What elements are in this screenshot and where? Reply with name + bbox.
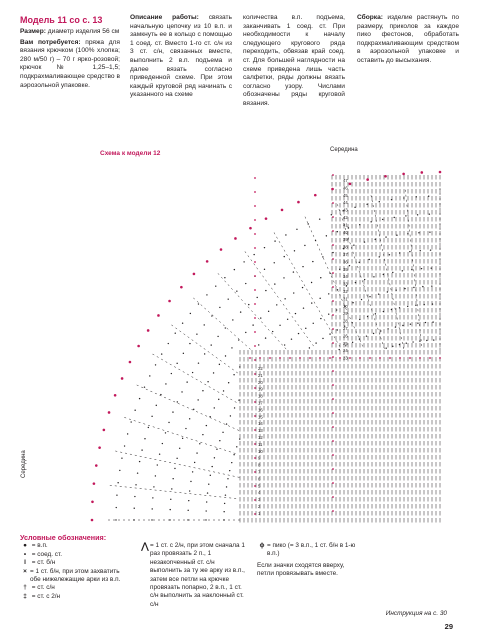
description-text-2: количества в.п. подъема, заканчивать 1 соед. ст. При необходимости к началу следующего кругового ряда переходить, обвязав край соед. ст. Для большей наглядности на схеме приведена лишь часть салфетки, ряды должны вязать согласно узору. Числами обозначены ряды круговой вязания.	[243, 14, 345, 107]
legend-item: • = соед. ст.	[20, 551, 130, 559]
middle-top-label: Середина	[330, 147, 358, 153]
row-number: 37	[343, 252, 348, 257]
row-number: 17	[258, 400, 263, 406]
row-number: 44	[343, 200, 348, 206]
slip-stitch-icon: •	[23, 550, 27, 558]
materials-text: пряжа для вязания крючком (100% хлопка; 280 м/50 г) – 70 г ярко-розовой; крючок № 1,25–1,5; подкрахмаливающее средство в аэрозольной упаковке.	[20, 38, 120, 89]
row-number: 26	[343, 333, 348, 339]
materials-label: Вам потребуется:	[20, 38, 81, 46]
row-number: 21	[258, 372, 263, 378]
row-number: 18	[258, 393, 263, 399]
cluster-stitch-icon: ⋀	[141, 541, 149, 551]
single-crochet-icon: I	[24, 559, 26, 567]
row-number: 16	[258, 407, 263, 413]
page-number: 29	[444, 622, 453, 631]
legend-column-3: ϕ = пико (= 3 в.п., 1 ст. б/н в 1-ю в.п.) Если значки сходятся вверху, петли провязывать вместе.	[257, 542, 356, 578]
row-number: 5	[258, 483, 261, 489]
legend-item: † = ст. с/н	[20, 584, 130, 592]
row-number: 15	[258, 414, 263, 420]
description-text-1: связать начальную цепочку из 10 в.п. и замкнуть ее в кольцо с помощью 1 соед. ст. Вместо 1-го ст. с/н из 3 ст. с/н, связанных вместе, выполнить 2 в.п. подъема и далее вязать согласно приведенной схеме. При этом каждый круговой ряд начинать с указанного на схеме	[130, 14, 232, 99]
row-number: 35	[343, 266, 348, 272]
row-number: 34	[343, 274, 348, 280]
row-number: 31	[343, 296, 348, 302]
row-number: 1	[258, 510, 261, 516]
double-crochet-icon: †	[23, 584, 27, 592]
row-number: 19	[258, 386, 263, 392]
row-number: 25	[343, 340, 348, 346]
row-number: 2	[258, 504, 261, 509]
legend-item: × = 1 ст. б/н, при этом захватить обе нижележащие арки из в.п.	[20, 568, 130, 585]
chain-stitch-icon: ●	[23, 542, 27, 550]
size-label: Размер:	[20, 28, 46, 35]
row-number: 12	[258, 435, 263, 440]
row-number: 27	[343, 326, 348, 331]
row-number: 28	[343, 318, 348, 324]
row-number: 45	[343, 192, 348, 198]
row-number: 4	[258, 490, 261, 496]
row-number: 11	[258, 441, 263, 447]
instruction-reference: Инструкция на с. 30	[385, 610, 447, 617]
model-title: Модель 11 со с. 13	[20, 15, 103, 25]
legend-title: Условные обозначения:	[20, 533, 107, 542]
row-number: 32	[343, 289, 348, 294]
assembly-text: изделие растянуть по размеру, приколов за каждое пико фестонов, обработать подкрахмаливающим средством в аэрозольной упаковке и оставить до высыхания.	[357, 14, 459, 64]
legend-column-2: ⋀ = 1 ст. с 2/н, при этом сначала 1 раз провязать 2 п., 1 незакonченный ст. с/н выполнить за ту же арку из в.п., затем все петли на крючке провязать попарно, 2 в.п., 1 ст. с/н выполнить за наклонный ст. с/н	[141, 541, 245, 608]
row-number: 9	[258, 455, 261, 461]
row-number: 33	[343, 281, 348, 287]
row-number: 43	[343, 207, 348, 213]
legend-item: ● = в.п.	[20, 542, 130, 550]
row-number: 7	[258, 469, 261, 475]
row-number: 47	[343, 178, 348, 183]
row-numbers	[258, 178, 348, 516]
middle-left-label: Середина	[21, 450, 27, 478]
scheme-reference-label: Схема к модели 12	[100, 150, 161, 157]
row-number: 3	[258, 497, 261, 503]
row-number: 20	[258, 379, 263, 385]
legend-item: I = ст. б/н	[20, 559, 130, 567]
row-number: 8	[258, 462, 261, 468]
row-number: 13	[258, 428, 263, 434]
row-number: 41	[343, 222, 348, 228]
row-number: 22	[258, 366, 263, 371]
row-number: 14	[258, 421, 263, 427]
legend-item: ‡ = ст. с 2/н	[20, 593, 130, 601]
assembly-label: Сборка:	[357, 14, 383, 21]
row-number: 30	[343, 303, 348, 309]
description-label: Описание работы:	[130, 14, 199, 21]
row-number: 6	[258, 476, 261, 482]
legend-column-1	[20, 534, 130, 601]
row-number: 38	[343, 244, 348, 250]
row-number: 42	[343, 215, 348, 220]
row-number: 23	[343, 355, 348, 361]
row-number: 10	[258, 448, 263, 454]
row-number: 29	[343, 311, 348, 317]
row-number: 46	[343, 185, 348, 191]
row-number: 39	[343, 237, 348, 243]
row-number: 40	[343, 229, 348, 235]
row-number: 36	[343, 259, 348, 265]
cross-stitch-icon: ×	[23, 567, 27, 575]
chart-pattern	[91, 171, 442, 523]
picot-icon: ϕ	[259, 542, 265, 549]
legend-note: Если значки сходятся вверху, петли провязывать вместе.	[257, 561, 345, 578]
row-number: 24	[343, 348, 348, 354]
treble-crochet-icon: ‡	[23, 592, 27, 600]
size-text: диаметр изделия 56 см	[47, 28, 120, 35]
